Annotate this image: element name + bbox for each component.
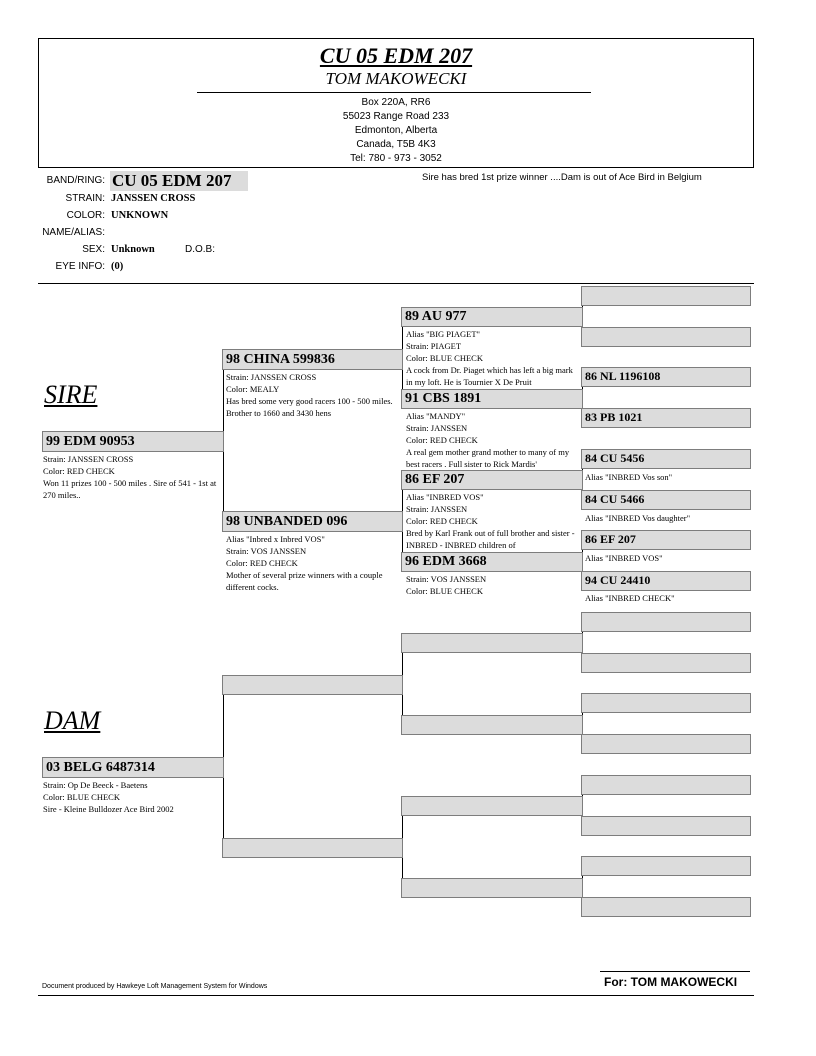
sire-dam-notes: Mother of several prize winners with a couple different cocks. <box>226 570 383 592</box>
dam-detail-line: Strain: Op De Beeck - Baetens <box>43 780 148 790</box>
sire-dam-detail-line: Strain: VOS JANSSEN <box>226 546 307 556</box>
sire-sire-band-box[interactable]: 98 CHINA 599836 <box>222 349 403 370</box>
sds-band-box[interactable]: 86 EF 207 <box>401 470 583 490</box>
sire-detail-line: Color: RED CHECK <box>43 466 115 476</box>
address-line: Edmonton, Alberta <box>354 125 438 136</box>
g4-alias-8: Alias "INBRED CHECK" <box>585 593 675 603</box>
dob-label: D.O.B: <box>185 244 216 255</box>
dam-details <box>43 779 223 819</box>
g4-band-box-10[interactable] <box>581 653 751 673</box>
g4-alias-6: Alias "INBRED Vos daughter" <box>585 513 691 523</box>
g4-band-box-4[interactable]: 83 PB 1021 <box>581 408 751 428</box>
sdd-band-box[interactable]: 96 EDM 3668 <box>401 552 583 572</box>
dam-label: DAM <box>44 706 101 735</box>
sire-sire-detail-line: Color: MEALY <box>226 384 280 394</box>
ssd-detail-line: Alias "MANDY" <box>406 411 466 421</box>
dam-sire-band-box[interactable] <box>222 675 403 695</box>
strain-value: JANSSEN CROSS <box>111 193 196 204</box>
sire-notes: Won 11 prizes 100 - 500 miles . Sire of 541 - 1st at 270 miles.. <box>43 478 217 500</box>
footer-divider <box>38 995 754 996</box>
sds-notes: Bred by Karl Frank out of full brother and sister - INBRED - INBRED children of <box>406 528 575 550</box>
eye-value: (0) <box>111 261 124 272</box>
sss-detail-line: Alias "BIG PIAGET" <box>406 329 480 339</box>
sire-dam-detail-line: Alias "Inbred x Inbred VOS" <box>226 534 325 544</box>
sds-detail-line: Strain: JANSSEN <box>406 504 468 514</box>
sds-details <box>406 491 580 551</box>
ssd-band-box[interactable]: 91 CBS 1891 <box>401 389 583 409</box>
ssd-notes: A real gem mother grand mother to many of my best racers . Full sister to Rick Mardis' <box>406 447 570 469</box>
header-divider <box>197 92 591 93</box>
sex-label: SEX: <box>82 244 105 255</box>
sire-dam-details <box>226 533 402 595</box>
info-divider <box>38 283 754 284</box>
dam-detail-line: Color: BLUE CHECK <box>43 792 120 802</box>
sdd-details <box>406 573 580 599</box>
ssd-details <box>406 410 580 470</box>
g4-band-box-13[interactable] <box>581 775 751 795</box>
color-label: COLOR: <box>66 210 105 221</box>
header-address <box>39 96 753 166</box>
sire-details <box>43 453 223 503</box>
footer-for-owner: For: TOM MAKOWECKI <box>604 975 738 989</box>
footer-produced-by: Document produced by Hawkeye Loft Management System for Windows <box>42 983 268 990</box>
sss-band-box[interactable]: 89 AU 977 <box>401 307 583 327</box>
dss-band-box[interactable] <box>401 633 583 653</box>
g4-band-box-15[interactable] <box>581 856 751 876</box>
ddd-band-box[interactable] <box>401 878 583 898</box>
g4-band-box-9[interactable] <box>581 612 751 632</box>
g4-band-box-1[interactable] <box>581 286 751 306</box>
sire-dam-band-box[interactable]: 98 UNBANDED 096 <box>222 511 403 532</box>
g4-band-box-5[interactable]: 84 CU 5456 <box>581 449 751 469</box>
sss-detail-line: Strain: PIAGET <box>406 341 462 351</box>
address-line: 55023 Range Road 233 <box>342 111 450 122</box>
band-label: BAND/RING: <box>46 175 105 186</box>
g4-band-box-6[interactable]: 84 CU 5466 <box>581 490 751 510</box>
eye-label: EYE INFO: <box>55 261 105 272</box>
sss-notes: A cock from Dr. Piaget which has left a big mark in my loft. He is Tournier X De Pruit <box>406 365 573 387</box>
g4-band-box-12[interactable] <box>581 734 751 754</box>
g4-alias-7: Alias "INBRED VOS" <box>585 553 663 563</box>
sire-label: SIRE <box>44 380 98 409</box>
g4-band-box-16[interactable] <box>581 897 751 917</box>
sire-detail-line: Strain: JANSSEN CROSS <box>43 454 134 464</box>
g4-band-box-3[interactable]: 86 NL 1196108 <box>581 367 751 387</box>
strain-label: STRAIN: <box>65 193 105 204</box>
g4-band-box-14[interactable] <box>581 816 751 836</box>
sdd-detail-line: Color: BLUE CHECK <box>406 586 483 596</box>
dam-band-box[interactable]: 03 BELG 6487314 <box>42 757 224 778</box>
sire-band-box[interactable]: 99 EDM 90953 <box>42 431 224 452</box>
sds-detail-line: Alias "INBRED VOS" <box>406 492 484 502</box>
color-value: UNKNOWN <box>111 210 169 221</box>
footer-for-rule <box>600 971 750 972</box>
dds-band-box[interactable] <box>401 796 583 816</box>
sire-sire-details <box>226 371 402 421</box>
sire-sire-notes: Has bred some very good racers 100 - 500 miles. Brother to 1660 and 3430 hens <box>226 396 393 418</box>
address-line: Canada, T5B 4K3 <box>356 139 436 150</box>
sire-sire-detail-line: Strain: JANSSEN CROSS <box>226 372 317 382</box>
g4-band-box-11[interactable] <box>581 693 751 713</box>
sds-detail-line: Color: RED CHECK <box>406 516 478 526</box>
dam-dam-band-box[interactable] <box>222 838 403 858</box>
ssd-detail-line: Strain: JANSSEN <box>406 423 468 433</box>
header-owner: TOM MAKOWECKI <box>325 69 467 88</box>
dsd-band-box[interactable] <box>401 715 583 735</box>
sss-details <box>406 328 580 388</box>
band-value: CU 05 EDM 207 <box>110 171 248 191</box>
header-band: CU 05 EDM 207 <box>319 43 473 68</box>
g4-band-box-7[interactable]: 86 EF 207 <box>581 530 751 550</box>
sdd-detail-line: Strain: VOS JANSSEN <box>406 574 487 584</box>
sire-dam-detail-line: Color: RED CHECK <box>226 558 298 568</box>
g4-band-box-2[interactable] <box>581 327 751 347</box>
header-box <box>38 38 754 168</box>
dam-detail-line: Sire - Kleine Bulldozer Ace Bird 2002 <box>43 804 174 814</box>
address-line: Tel: 780 - 973 - 3052 <box>350 153 442 164</box>
ssd-detail-line: Color: RED CHECK <box>406 435 478 445</box>
pedigree-note: Sire has bred 1st prize winner ....Dam is out of Ace Bird in Belgium <box>422 172 702 183</box>
g4-band-box-8[interactable]: 94 CU 24410 <box>581 571 751 591</box>
sss-detail-line: Color: BLUE CHECK <box>406 353 483 363</box>
address-line: Box 220A, RR6 <box>361 97 431 108</box>
alias-label: NAME/ALIAS: <box>42 227 105 238</box>
sex-value: Unknown <box>111 244 155 255</box>
g4-alias-5: Alias "INBRED Vos son" <box>585 472 673 482</box>
